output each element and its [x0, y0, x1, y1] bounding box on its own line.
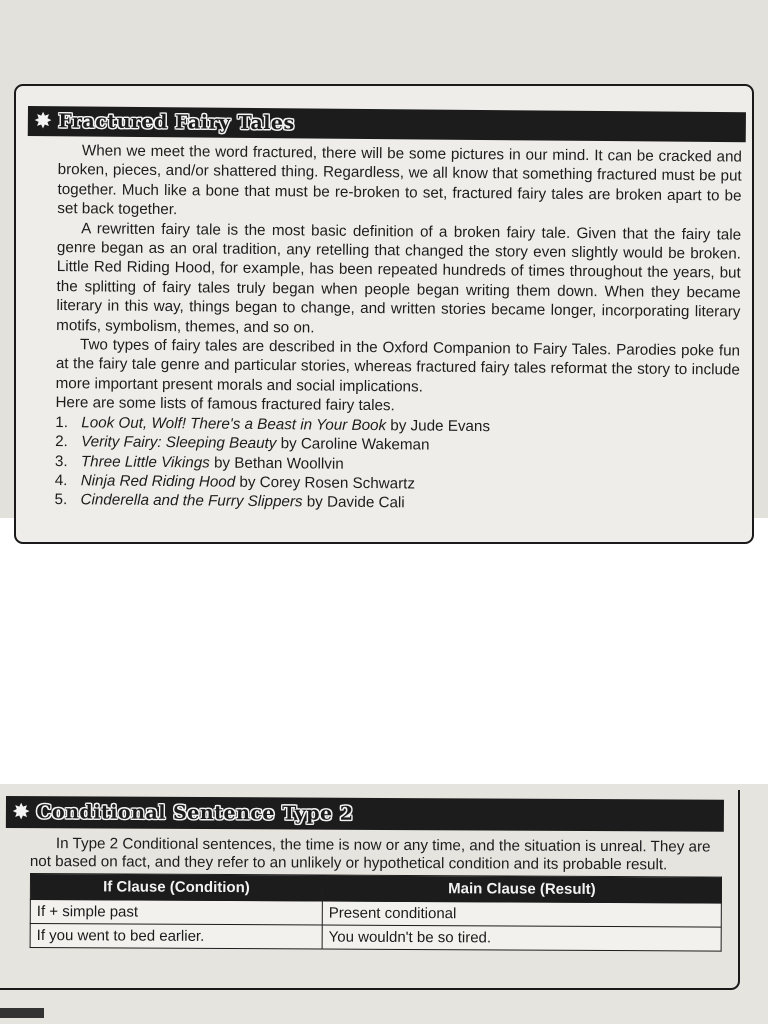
fairy-tale-list: [54, 413, 739, 517]
list-number: 3.: [54, 452, 68, 470]
book-author: by Jude Evans: [386, 416, 491, 435]
section-banner-fractured-fairy-tales: [28, 106, 746, 142]
column-header: If Clause (Condition): [30, 874, 322, 902]
section-title: Fractured Fairy Tales: [58, 110, 295, 135]
table-cell: Present conditional: [322, 901, 721, 927]
star-burst-icon: ✸: [33, 108, 53, 134]
column-header: Main Clause (Result): [322, 875, 721, 903]
paragraph: When we meet the word fractured, there will be some pictures in our mind. It can be cracked and broken, pieces, and/or shattered thing. Regardless, we all know that something fractured must be put together. Much like a bone that must be re-broken to set, fractured fairy tales are broken apart to be set back together.: [57, 142, 742, 219]
book-title: Three Little Vikings: [80, 452, 210, 471]
list-number: 1.: [55, 413, 69, 431]
book-author: by Corey Rosen Schwartz: [235, 473, 416, 493]
paragraph: Two types of fairy tales are described in the Oxford Companion to Fairy Tales. Parodies poke fun at the fairy tale genre and particular stories, whereas fractured fairy tales reformat the story to include more important present morals and social implications.: [55, 336, 741, 396]
book-author: by Caroline Wakeman: [276, 435, 430, 454]
section-banner-conditional: [6, 796, 724, 832]
book-title: Ninja Red Riding Hood: [80, 472, 236, 491]
book-title: Verity Fairy: Sleeping Beauty: [81, 433, 277, 453]
book-author: by Davide Cali: [302, 493, 405, 512]
section-title: Conditional Sentence Type 2: [36, 801, 354, 825]
paragraph: In Type 2 Conditional sentences, the time is now or any time, and the situation is unreal. They are not based on fact, and they refer to an unlikely or hypothetical condition and its probable result.: [29, 835, 711, 874]
book-title: Look Out, Wolf! There's a Beast in Your Book: [81, 413, 387, 434]
book-author: by Bethan Woollvin: [209, 453, 344, 473]
table-cell: You wouldn't be so tired.: [322, 925, 721, 951]
table-header-row: [30, 874, 721, 904]
table-cell: If you went to bed earlier.: [30, 924, 322, 950]
table-cell: If + simple past: [30, 900, 322, 926]
list-number: 4.: [54, 471, 68, 490]
list-intro: Here are some lists of famous fractured fairy tales.: [55, 394, 395, 415]
fairy-tales-body: [54, 141, 742, 516]
star-burst-icon: ✸: [11, 799, 31, 825]
table-row: [30, 924, 721, 952]
book-title: Cinderella and the Furry Slippers: [80, 491, 303, 511]
paragraph: A rewritten fairy tale is the most basic definition of a broken fairy tale. Given that the fairy tale genre began as an oral tradition, any retelling that changed the story even slightly would be broken. Little Red Riding Hood, for example, has been repeated hundreds of times throughout the years, but the splitting of fairy tales truly began when people began writing them down. When they became literary in this way, things began to change, and written stories became longer, incorporating literary motifs, symbolism, themes, and so on.: [56, 219, 742, 337]
list-number: 5.: [54, 491, 68, 509]
conditional-table: [30, 873, 722, 952]
table-row: [30, 900, 721, 928]
list-number: 2.: [55, 433, 68, 451]
page-edge: [0, 1000, 768, 1024]
conditional-intro: [30, 835, 730, 875]
